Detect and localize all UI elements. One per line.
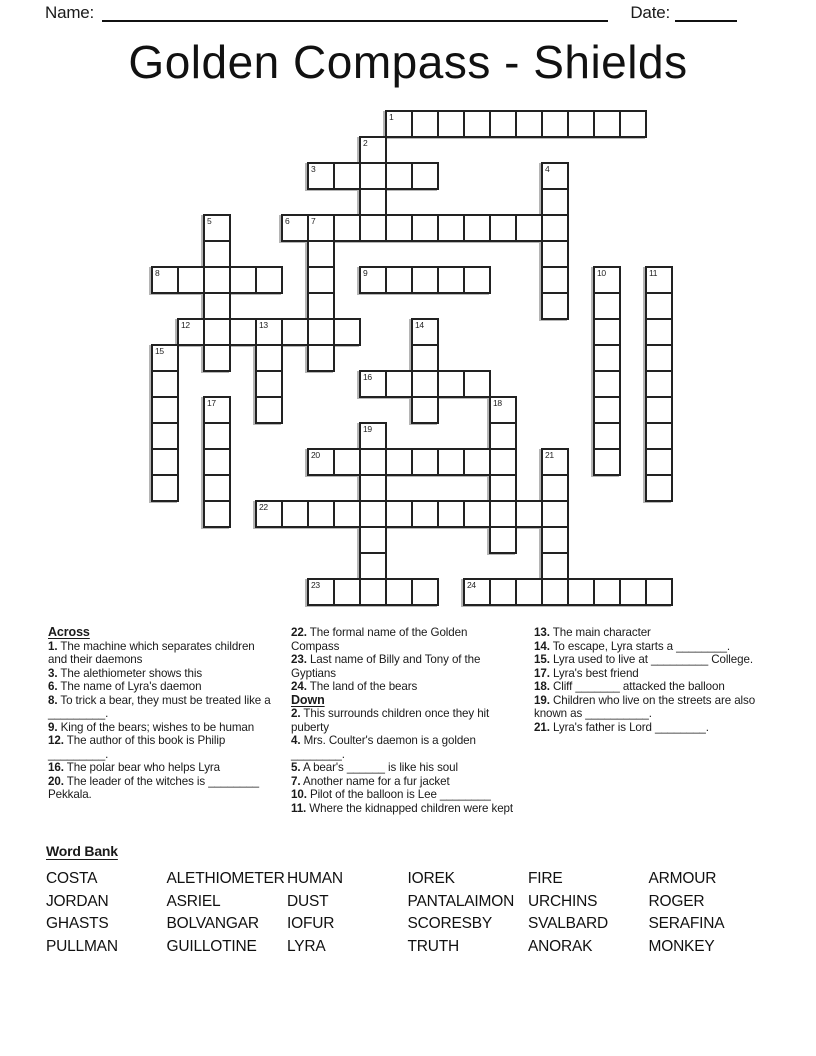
clue-down-11: 11. Where the kidnapped children were kept [291,801,514,815]
cell-number-1: 1 [389,112,394,122]
down-heading: Down [291,692,325,707]
grid-cell-r18c9[interactable] [385,578,413,606]
grid-cell-r10c9[interactable] [385,370,413,398]
clue-across-24: 24. The land of the bears [291,680,418,693]
cell-number-13: 13 [259,320,268,330]
cell-number-22: 22 [259,502,268,512]
date-label: Date: [630,3,670,22]
cell-number-9: 9 [363,268,368,278]
grid-cell-r2c8[interactable] [359,162,387,190]
grid-cell-r6c10[interactable] [411,266,439,294]
grid-cell-r0c10[interactable] [411,110,439,138]
word-bank-word-iorek: IOREK [407,870,455,887]
grid-cell-r4c5[interactable] [281,214,309,242]
grid-cell-r6c9[interactable] [385,266,413,294]
grid-cell-r15c4[interactable] [255,500,283,528]
grid-cell-r13c11[interactable] [437,448,465,476]
grid-cell-r8c1[interactable] [177,318,205,346]
clue-across-1: 1. The machine which separates children and their daemons [48,639,255,666]
grid-cell-r13c9[interactable] [385,448,413,476]
grid-cell-r13c2[interactable] [203,448,231,476]
grid-cell-r13c0[interactable] [151,448,179,476]
grid-cell-r6c11[interactable] [437,266,465,294]
clue-across-16: 16. The polar bear who helps Lyra [48,761,221,774]
grid-cell-r18c6[interactable] [307,578,335,606]
grid-cell-r11c19[interactable] [645,396,673,424]
clue-down-7: 7. Another name for a fur jacket [291,774,450,788]
grid-cell-r9c4[interactable] [255,344,283,372]
word-bank-word-scoresby: SCORESBY [407,915,493,933]
grid-cell-r12c8[interactable] [359,422,387,450]
cell-number-10: 10 [597,268,606,278]
grid-cell-r18c14[interactable] [515,578,543,606]
cell-number-8: 8 [155,268,160,278]
word-bank-word-guillotine: GUILLOTINE [166,937,257,955]
grid-cell-r13c15[interactable] [541,448,569,476]
grid-cell-r6c17[interactable] [593,266,621,294]
word-bank-word-dust: DUST [287,892,329,910]
clue-down-4: 4. Mrs. Coulter's daemon is a golden ________. [291,734,476,761]
grid-cell-r4c13[interactable] [489,214,517,242]
grid-cell-r14c19[interactable] [645,474,673,502]
clue-down-21: 21. Lyra's father is Lord ________. [534,720,709,734]
grid-cell-r18c8[interactable] [359,578,387,606]
word-bank-word-truth: TRUTH [407,937,460,955]
grid-cell-r18c19[interactable] [645,578,673,606]
grid-cell-r0c13[interactable] [489,110,517,138]
word-bank-word-svalbard: SVALBARD [528,915,608,933]
grid-cell-r4c11[interactable] [437,214,465,242]
cell-number-11: 11 [649,268,658,278]
word-bank-word-anorak: ANORAK [528,937,593,955]
grid-cell-r11c13[interactable] [489,396,517,424]
grid-cell-r15c11[interactable] [437,500,465,528]
word-bank-word-monkey: MONKEY [648,937,715,955]
clues-column-3 [534,626,760,815]
clue-across-6: 6. The name of Lyra's daemon [48,680,202,693]
grid-cell-r15c10[interactable] [411,500,439,528]
clue-down-5: 5. A bear's ______ is like his soul [291,761,458,774]
grid-cell-r4c9[interactable] [385,214,413,242]
cell-number-12: 12 [181,320,190,330]
grid-cell-r4c14[interactable] [515,214,543,242]
grid-cell-r4c6[interactable] [307,214,335,242]
grid-cell-r15c2[interactable] [203,500,231,528]
grid-cell-r10c4[interactable] [255,370,283,398]
clue-down-19: 19. Children who live on the streets are also known as __________. [534,693,756,720]
clue-down-17: 17. Lyra's best friend [534,666,639,680]
grid-cell-r9c10[interactable] [411,344,439,372]
grid-cell-r12c2[interactable] [203,422,231,450]
grid-cell-r10c10[interactable] [411,370,439,398]
cell-number-19: 19 [363,424,372,434]
grid-cell-r11c2[interactable] [203,396,231,424]
name-blank-line[interactable] [102,4,608,22]
grid-cell-r7c2[interactable] [203,292,231,320]
grid-cell-r6c15[interactable] [541,266,569,294]
grid-cell-r10c0[interactable] [151,370,179,398]
grid-cell-r0c16[interactable] [567,110,595,138]
word-bank-grid [46,868,769,958]
grid-cell-r15c12[interactable] [463,500,491,528]
grid-cell-r15c7[interactable] [333,500,361,528]
cell-number-5: 5 [207,216,212,226]
grid-cell-r6c1[interactable] [177,266,205,294]
cell-number-17: 17 [207,398,216,408]
word-bank-word-armour: ARMOUR [648,870,717,887]
word-bank-word-alethiometer: ALETHIOMETER [166,870,285,887]
grid-cell-r0c12[interactable] [463,110,491,138]
grid-cell-r9c6[interactable] [307,344,335,372]
grid-cell-r18c10[interactable] [411,578,439,606]
grid-cell-r4c12[interactable] [463,214,491,242]
clue-across-23: 23. Last name of Billy and Tony of the Gyptians [291,653,481,680]
grid-cell-r18c7[interactable] [333,578,361,606]
grid-cell-r10c8[interactable] [359,370,387,398]
grid-cell-r12c17[interactable] [593,422,621,450]
grid-cell-r4c10[interactable] [411,214,439,242]
grid-cell-r8c4[interactable] [255,318,283,346]
grid-cell-r16c15[interactable] [541,526,569,554]
cell-number-7: 7 [311,216,316,226]
grid-cell-r17c15[interactable] [541,552,569,580]
crossword-grid [151,110,673,606]
word-bank-word-serafina: SERAFINA [648,915,725,933]
word-bank-word-pullman: PULLMAN [46,937,118,955]
grid-cell-r18c15[interactable] [541,578,569,606]
name-label: Name: [45,3,95,22]
cell-number-20: 20 [311,450,320,460]
word-bank-word-bolvangar: BOLVANGAR [166,915,259,933]
grid-cell-r15c8[interactable] [359,500,387,528]
grid-cell-r14c13[interactable] [489,474,517,502]
grid-cell-r8c10[interactable] [411,318,439,346]
grid-cell-r18c18[interactable] [619,578,647,606]
grid-cell-r17c8[interactable] [359,552,387,580]
cell-number-23: 23 [311,580,320,590]
grid-cell-r8c17[interactable] [593,318,621,346]
word-bank-word-fire: FIRE [528,870,563,887]
cell-number-4: 4 [545,164,550,174]
grid-cell-r10c17[interactable] [593,370,621,398]
cell-number-16: 16 [363,372,372,382]
page-title: Golden Compass - Shields [128,36,688,88]
grid-cell-r4c8[interactable] [359,214,387,242]
cell-number-18: 18 [493,398,502,408]
grid-cell-r0c15[interactable] [541,110,569,138]
clue-across-12: 12. The author of this book is Philip _________. [48,734,226,761]
grid-cell-r0c14[interactable] [515,110,543,138]
grid-cell-r8c19[interactable] [645,318,673,346]
grid-cell-r6c0[interactable] [151,266,179,294]
grid-cell-r9c19[interactable] [645,344,673,372]
grid-cell-r11c10[interactable] [411,396,439,424]
clue-down-14: 14. To escape, Lyra starts a ________. [534,639,731,653]
grid-cell-r5c6[interactable] [307,240,335,268]
grid-cell-r6c6[interactable] [307,266,335,294]
cell-number-6: 6 [285,216,290,226]
grid-cell-r6c8[interactable] [359,266,387,294]
grid-cell-r2c7[interactable] [333,162,361,190]
clue-down-13: 13. The main character [534,626,651,639]
clues-section [48,626,760,815]
grid-cell-r13c17[interactable] [593,448,621,476]
grid-cell-r18c12[interactable] [463,578,491,606]
grid-cell-r14c15[interactable] [541,474,569,502]
grid-cell-r9c0[interactable] [151,344,179,372]
clue-down-15: 15. Lyra used to live at _________ College. [534,653,753,666]
grid-cell-r8c2[interactable] [203,318,231,346]
grid-cell-r6c12[interactable] [463,266,491,294]
grid-cell-r7c15[interactable] [541,292,569,320]
grid-cell-r8c6[interactable] [307,318,335,346]
word-bank-heading: Word Bank [46,843,118,859]
grid-cell-r15c6[interactable] [307,500,335,528]
grid-cell-r0c17[interactable] [593,110,621,138]
across-heading: Across [48,625,90,639]
header [45,4,737,22]
grid-cell-r8c3[interactable] [229,318,257,346]
clue-down-10: 10. Pilot of the balloon is Lee ________ [291,788,491,801]
grid-cell-r10c12[interactable] [463,370,491,398]
grid-cell-r14c0[interactable] [151,474,179,502]
grid-cell-r15c5[interactable] [281,500,309,528]
grid-cell-r8c7[interactable] [333,318,361,346]
grid-cell-r13c19[interactable] [645,448,673,476]
grid-cell-r7c6[interactable] [307,292,335,320]
cell-number-21: 21 [545,450,554,460]
cell-number-15: 15 [155,346,164,356]
grid-cell-r18c13[interactable] [489,578,517,606]
grid-cell-r12c19[interactable] [645,422,673,450]
grid-cell-r8c5[interactable] [281,318,309,346]
grid-cell-r15c14[interactable] [515,500,543,528]
grid-cell-r4c2[interactable] [203,214,231,242]
grid-cell-r14c2[interactable] [203,474,231,502]
word-bank-word-lyra: LYRA [287,937,326,955]
grid-cell-r6c2[interactable] [203,266,231,294]
grid-cell-r3c8[interactable] [359,188,387,216]
grid-cell-r11c17[interactable] [593,396,621,424]
clue-across-9: 9. King of the bears; wishes to be human [48,720,255,734]
word-bank-word-iofur: IOFUR [287,915,335,933]
grid-cell-r12c0[interactable] [151,422,179,450]
grid-cell-r2c9[interactable] [385,162,413,190]
grid-cell-r13c13[interactable] [489,448,517,476]
clues-column-1 [48,626,274,815]
cell-number-3: 3 [311,164,316,174]
grid-cell-r16c8[interactable] [359,526,387,554]
cell-number-24: 24 [467,580,476,590]
grid-cell-r18c16[interactable] [567,578,595,606]
grid-cell-r2c6[interactable] [307,162,335,190]
grid-cell-r7c19[interactable] [645,292,673,320]
word-bank-word-asriel: ASRIEL [166,892,221,910]
grid-cell-r5c2[interactable] [203,240,231,268]
clue-across-20: 20. The leader of the witches is ________ Pekkala. [48,774,259,801]
grid-cell-r4c15[interactable] [541,214,569,242]
date-blank-line[interactable] [675,4,737,22]
clue-across-8: 8. To trick a bear, they must be treated like a _________. [48,693,271,720]
word-bank-section [46,843,769,958]
grid-cell-r13c6[interactable] [307,448,335,476]
word-bank-word-roger: ROGER [648,892,705,910]
word-bank-word-costa: COSTA [46,870,98,887]
clue-across-3: 3. The alethiometer shows this [48,666,203,680]
grid-cell-r11c0[interactable] [151,396,179,424]
grid-cell-r6c3[interactable] [229,266,257,294]
cell-number-2: 2 [363,138,368,148]
grid-cell-r1c8[interactable] [359,136,387,164]
grid-cell-r9c17[interactable] [593,344,621,372]
grid-cell-r15c9[interactable] [385,500,413,528]
grid-cell-r2c10[interactable] [411,162,439,190]
word-bank-word-ghasts: GHASTS [46,915,109,933]
clue-down-18: 18. Cliff _______ attacked the balloon [534,680,725,693]
word-bank-word-urchins: URCHINS [528,892,598,910]
grid-cell-r2c15[interactable] [541,162,569,190]
grid-cell-r12c13[interactable] [489,422,517,450]
grid-cell-r7c17[interactable] [593,292,621,320]
grid-cell-r13c12[interactable] [463,448,491,476]
grid-cell-r3c15[interactable] [541,188,569,216]
grid-cell-r15c15[interactable] [541,500,569,528]
grid-cell-r0c9[interactable] [385,110,413,138]
word-bank-word-human: HUMAN [287,870,343,887]
grid-cell-r14c8[interactable] [359,474,387,502]
clues-column-2 [291,626,517,815]
word-bank-word-jordan: JORDAN [46,892,109,910]
grid-cell-r16c13[interactable] [489,526,517,554]
grid-cell-r13c7[interactable] [333,448,361,476]
grid-cell-r4c7[interactable] [333,214,361,242]
grid-cell-r5c15[interactable] [541,240,569,268]
clue-down-2: 2. This surrounds children once they hit puberty [291,707,490,734]
grid-cell-r15c13[interactable] [489,500,517,528]
grid-cell-r10c19[interactable] [645,370,673,398]
clue-across-22: 22. The formal name of the Golden Compass [291,626,468,653]
grid-cell-r11c4[interactable] [255,396,283,424]
grid-cell-r0c11[interactable] [437,110,465,138]
grid-cell-r0c18[interactable] [619,110,647,138]
cell-number-14: 14 [415,320,424,330]
grid-cell-r9c2[interactable] [203,344,231,372]
grid-cell-r6c4[interactable] [255,266,283,294]
grid-cell-r10c11[interactable] [437,370,465,398]
grid-cell-r13c8[interactable] [359,448,387,476]
grid-cell-r13c10[interactable] [411,448,439,476]
grid-cell-r18c17[interactable] [593,578,621,606]
grid-cell-r6c19[interactable] [645,266,673,294]
word-bank-word-pantalaimon: PANTALAIMON [407,892,515,910]
